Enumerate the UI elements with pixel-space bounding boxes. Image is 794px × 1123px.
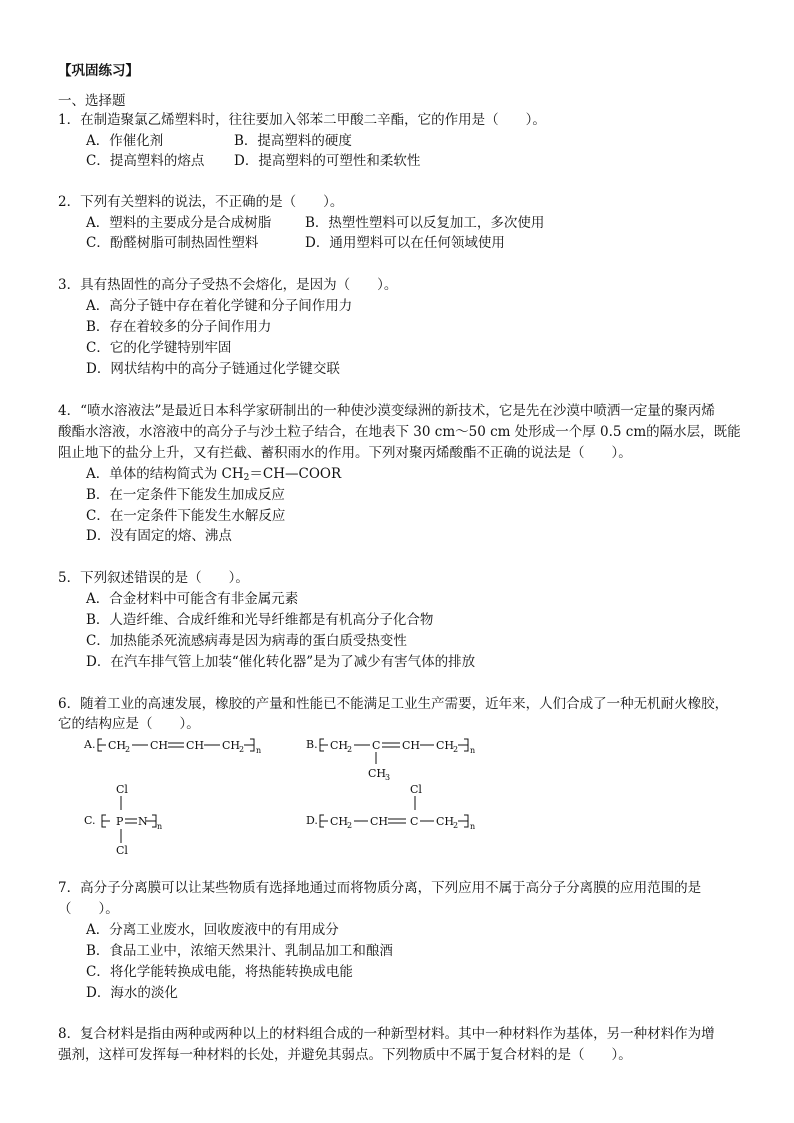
repeat-bracket-left	[102, 815, 110, 827]
svg-text:N: N	[138, 815, 148, 828]
svg-text:CH: CH	[370, 815, 389, 828]
svg-text:n: n	[157, 822, 163, 831]
question-4-option-a: A．单体的结构简式为 $CH_2=CH—COOR$	[86, 466, 342, 483]
svg-text:CH: CH	[436, 739, 455, 752]
question-6-stem-line1: 6．随着工业的高速发展，橡胶的产量和性能已不能满足工业生产需要，近年来，人们合成了一种无机耐火橡胶，	[58, 696, 729, 712]
question-1-option-a: A．作催化剂	[86, 133, 164, 149]
svg-text:CH: CH	[402, 739, 421, 752]
svg-text:Cl: Cl	[410, 783, 422, 796]
question-1-option-d: D．提高塑料的可塑性和柔软性	[234, 153, 421, 169]
question-4-stem-line3: 阻止地下的盐分上升，又有拦截、蓄积雨水的作用。下列对聚丙烯酸酯不正确的说法是（ ）。	[58, 445, 632, 461]
question-7-option-a: A．分离工业废水，回收废液中的有用成分	[86, 922, 339, 938]
structure-option-d	[306, 780, 506, 836]
svg-text:CH: CH	[222, 739, 241, 752]
svg-text:3: 3	[385, 773, 391, 782]
question-4-stem-line2: 酸酯水溶液，水溶液中的高分子与沙土粒子结合，在地表下 30 cm～50 cm 处形成一个厚 0.5 cm的隔水层，既能	[58, 424, 741, 440]
question-7-option-c: C．将化学能转换成电能，将热能转换成电能	[86, 964, 353, 980]
svg-text:2: 2	[453, 821, 459, 830]
part-heading: 一、选择题	[58, 93, 126, 109]
question-2-option-d: D．通用塑料可以在任何领域使用	[305, 235, 505, 251]
question-7-option-d: D．海水的淡化	[86, 985, 178, 1001]
structure-option-b	[306, 734, 506, 782]
question-5-option-d: D．在汽车排气管上加装“催化转化器”是为了减少有害气体的排放	[86, 654, 476, 670]
repeat-bracket-right	[458, 739, 468, 751]
svg-text:n: n	[256, 746, 262, 755]
svg-text:CH: CH	[330, 739, 349, 752]
section-title: 【巩固练习】	[58, 63, 139, 79]
svg-text:2: 2	[239, 745, 245, 754]
question-7-stem-line1: 7．高分子分离膜可以让某些物质有选择地通过而将物质分离，下列应用不属于高分子分离膜的应用范围的是	[58, 880, 702, 896]
svg-text:2: 2	[347, 821, 353, 830]
question-3-option-d: D．网状结构中的高分子链通过化学键交联	[86, 361, 340, 377]
svg-text:CH: CH	[186, 739, 205, 752]
svg-text:Cl: Cl	[116, 844, 128, 857]
repeat-bracket-right	[244, 739, 254, 751]
option-c-label: C.	[84, 814, 96, 827]
svg-text:P: P	[116, 815, 124, 828]
question-5-option-c: C．加热能杀死流感病毒是因为病毒的蛋白质受热变性	[86, 633, 407, 649]
question-7-stem-line2: （ ）。	[58, 901, 119, 917]
question-4-option-d: D．没有固定的熔、沸点	[86, 528, 232, 544]
question-2-option-a: A．塑料的主要成分是合成树脂	[86, 215, 272, 231]
svg-text:2: 2	[347, 745, 353, 754]
repeat-bracket-right	[458, 815, 468, 827]
structure-option-c	[84, 780, 204, 860]
question-2-option-b: B．热塑性塑料可以反复加工，多次使用	[305, 215, 545, 231]
svg-text:C: C	[410, 815, 419, 828]
question-2-stem: 2．下列有关塑料的说法，不正确的是（ ）。	[58, 194, 344, 210]
svg-text:CH: CH	[108, 739, 127, 752]
svg-text:CH: CH	[368, 767, 387, 780]
svg-text:Cl: Cl	[116, 783, 128, 796]
question-5-stem: 5．下列叙述错误的是（ ）。	[58, 570, 249, 586]
svg-text:CH: CH	[436, 815, 455, 828]
question-8-stem-line2: 强剂，这样可发挥每一种材料的长处，并避免其弱点。下列物质中不属于复合材料的是（ ）。	[58, 1047, 632, 1063]
repeat-bracket-left	[320, 815, 328, 827]
structure-option-a	[84, 734, 284, 758]
question-8-stem-line1: 8．复合材料是指由两种或两种以上的材料组合成的一种新型材料。其中一种材料作为基体，另一种材料作为增	[58, 1026, 715, 1042]
repeat-bracket-left	[320, 739, 328, 751]
svg-text:n: n	[470, 822, 476, 831]
question-6-stem-line2: 它的结构应是（ ）。	[58, 716, 200, 732]
svg-text:CH: CH	[330, 815, 349, 828]
option-b-label: B.	[306, 738, 318, 751]
svg-text:2: 2	[125, 745, 131, 754]
question-4-stem-line1: 4．“喷水溶液法”是最近日本科学家研制出的一种使沙漠变绿洲的新技术，它是先在沙漠中喷洒一定量的聚丙烯	[58, 403, 715, 419]
question-2-option-c: C．酚醛树脂可制热固性塑料	[86, 235, 259, 251]
question-1-stem: 1．在制造聚氯乙烯塑料时，往往要加入邻苯二甲酸二辛酯，它的作用是（ ）。	[58, 112, 546, 128]
svg-text:CH: CH	[150, 739, 169, 752]
repeat-bracket-left	[98, 739, 106, 751]
question-1-option-b: B．提高塑料的硬度	[234, 133, 352, 149]
option-a-label: A.	[84, 738, 96, 751]
svg-text:n: n	[470, 746, 476, 755]
question-3-option-b: B．存在着较多的分子间作用力	[86, 319, 272, 335]
question-4-option-c: C．在一定条件下能发生水解反应	[86, 508, 286, 524]
svg-text:2: 2	[453, 745, 459, 754]
option-d-label: D.	[306, 814, 318, 827]
svg-text:C: C	[372, 739, 381, 752]
question-3-stem: 3．具有热固性的高分子受热不会熔化，是因为（ ）。	[58, 277, 398, 293]
question-3-option-c: C．它的化学键特别牢固	[86, 340, 232, 356]
question-5-option-b: B．人造纤维、合成纤维和光导纤维都是有机高分子化合物	[86, 612, 434, 628]
question-5-option-a: A．合金材料中可能含有非金属元素	[86, 591, 299, 607]
question-4-option-b: B．在一定条件下能发生加成反应	[86, 487, 285, 503]
question-7-option-b: B．食品工业中，浓缩天然果汁、乳制品加工和酿酒	[86, 943, 393, 959]
question-3-option-a: A．高分子链中存在着化学键和分子间作用力	[86, 298, 353, 314]
question-1-option-c: C．提高塑料的熔点	[86, 153, 205, 169]
